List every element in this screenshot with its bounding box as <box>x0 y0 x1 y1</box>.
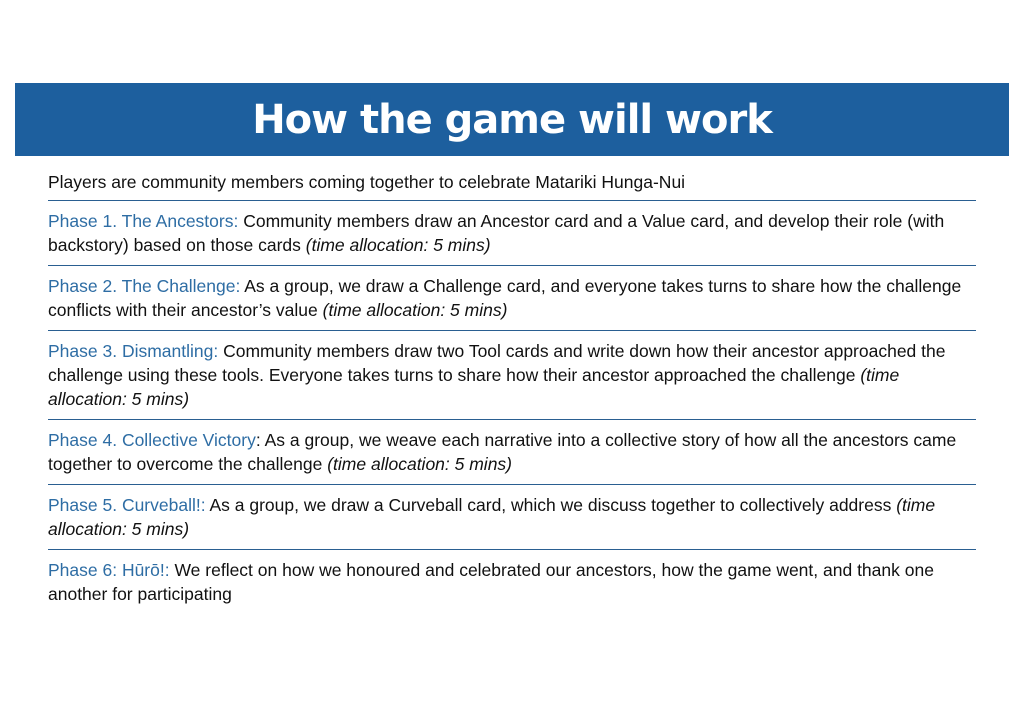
phase-title: Phase 4. Collective Victory <box>48 430 256 450</box>
phase-body: We reflect on how we honoured and celebrated our ancestors, how the game went, and thank one another for participating <box>48 560 934 604</box>
phase-body: As a group, we draw a Curveball card, which we discuss together to collectively address <box>205 495 897 515</box>
phase-time: (time allocation: 5 mins) <box>48 365 900 409</box>
intro-text: Players are community members coming together to celebrate Matariki Hunga-Nui <box>48 170 976 201</box>
phase-body: Community members draw two Tool cards and write down how their ancestor approached the challenge using these tools. Everyone takes turns to share how their ancestor approached the challenge <box>48 341 946 385</box>
phase-title: Phase 2. The Challenge: <box>48 276 241 296</box>
phase-time: (time allocation: 5 mins) <box>322 300 508 320</box>
phase-title: Phase 3. Dismantling: <box>48 341 219 361</box>
phase-time: (time allocation: 5 mins) <box>305 235 491 255</box>
phase-time: (time allocation: 5 mins) <box>327 454 513 474</box>
phase-item-2 <box>48 266 976 331</box>
content <box>48 170 976 614</box>
phase-item-1 <box>48 201 976 266</box>
phase-body: Community members draw an Ancestor card and a Value card, and develop their role (with backstory) based on those cards <box>48 211 945 255</box>
phase-body: As a group, we draw a Challenge card, and everyone takes turns to share how the challenge conflicts with their ancestor’s value <box>48 276 962 320</box>
phase-item-3 <box>48 331 976 420</box>
phase-item-4 <box>48 420 976 485</box>
phase-title: Phase 5. Curveball!: <box>48 495 206 515</box>
phase-time: (time allocation: 5 mins) <box>48 495 936 539</box>
title-banner <box>15 83 1009 156</box>
phase-title: Phase 6: Hūrō!: <box>48 560 170 580</box>
phase-title: Phase 1. The Ancestors: <box>48 211 239 231</box>
page-title: How the game will work <box>252 96 772 143</box>
phase-body: : As a group, we weave each narrative into a collective story of how all the ancestors came together to overcome the challenge <box>48 430 957 474</box>
phase-item-6 <box>48 550 976 614</box>
phase-item-5 <box>48 485 976 550</box>
